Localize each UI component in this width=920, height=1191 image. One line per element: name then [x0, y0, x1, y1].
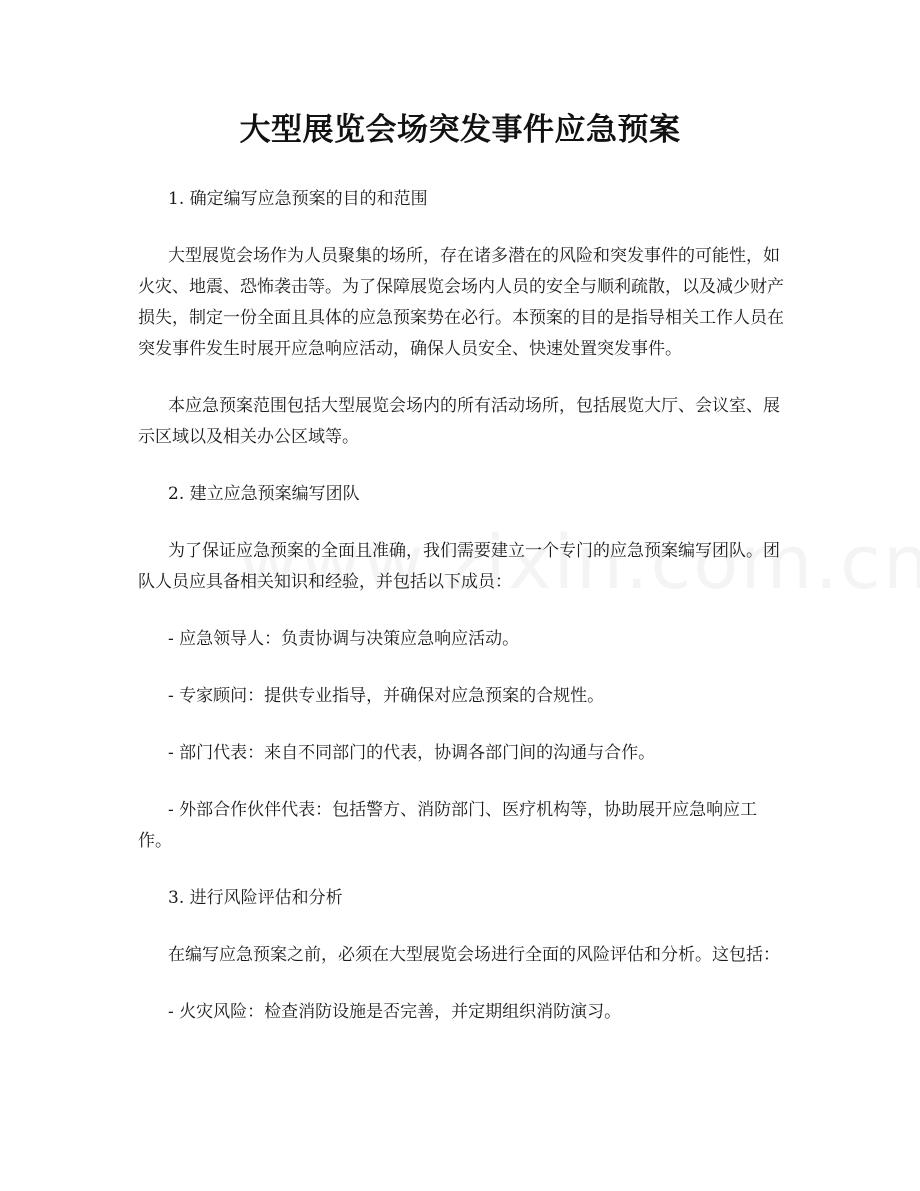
paragraph: 本应急预案范围包括大型展览会场内的所有活动场所，包括展览大厅、会议室、展示区域以及相关办公区域等。 [138, 396, 780, 447]
list-item: - 应急领导人：负责协调与决策应急响应活动。 [168, 629, 520, 649]
document-title: 大型展览会场突发事件应急预案 [239, 112, 681, 148]
list-item: - 火灾风险：检查消防设施是否完善，并定期组织消防演习。 [168, 1002, 622, 1022]
section-heading: 1. 确定编写应急预案的目的和范围 [168, 189, 428, 209]
list-item: - 外部合作伙伴代表：包括警方、消防部门、医疗机构等，协助展开应急响应工作。 [138, 800, 758, 851]
paragraph: 大型展览会场作为人员聚集的场所，存在诸多潜在的风险和突发事件的可能性，如火灾、地震、恐怖袭击等。为了保障展览会场内人员的安全与顺利疏散，以及减少财产损失，制定一份全面且具体的应急预案势在必行。本预案的目的是指导相关工作人员在突发事件发生时展开应急响应活动，确保人员安全、快速处置突发事件。 [138, 246, 784, 359]
list-item: - 专家顾问：提供专业指导，并确保对应急预案的合规性。 [168, 686, 605, 706]
list-item: - 部门代表：来自不同部门的代表，协调各部门间的沟通与合作。 [168, 743, 656, 763]
paragraph: 为了保证应急预案的全面且准确，我们需要建立一个专门的应急预案编写团队。团队人员应具备相关知识和经验，并包括以下成员： [138, 541, 780, 592]
section-heading: 2. 建立应急预案编写团队 [168, 484, 360, 504]
paragraph: 在编写应急预案之前，必须在大型展览会场进行全面的风险评估和分析。这包括： [168, 945, 780, 965]
section-heading: 3. 进行风险评估和分析 [168, 888, 343, 908]
document-body [138, 184, 786, 1054]
